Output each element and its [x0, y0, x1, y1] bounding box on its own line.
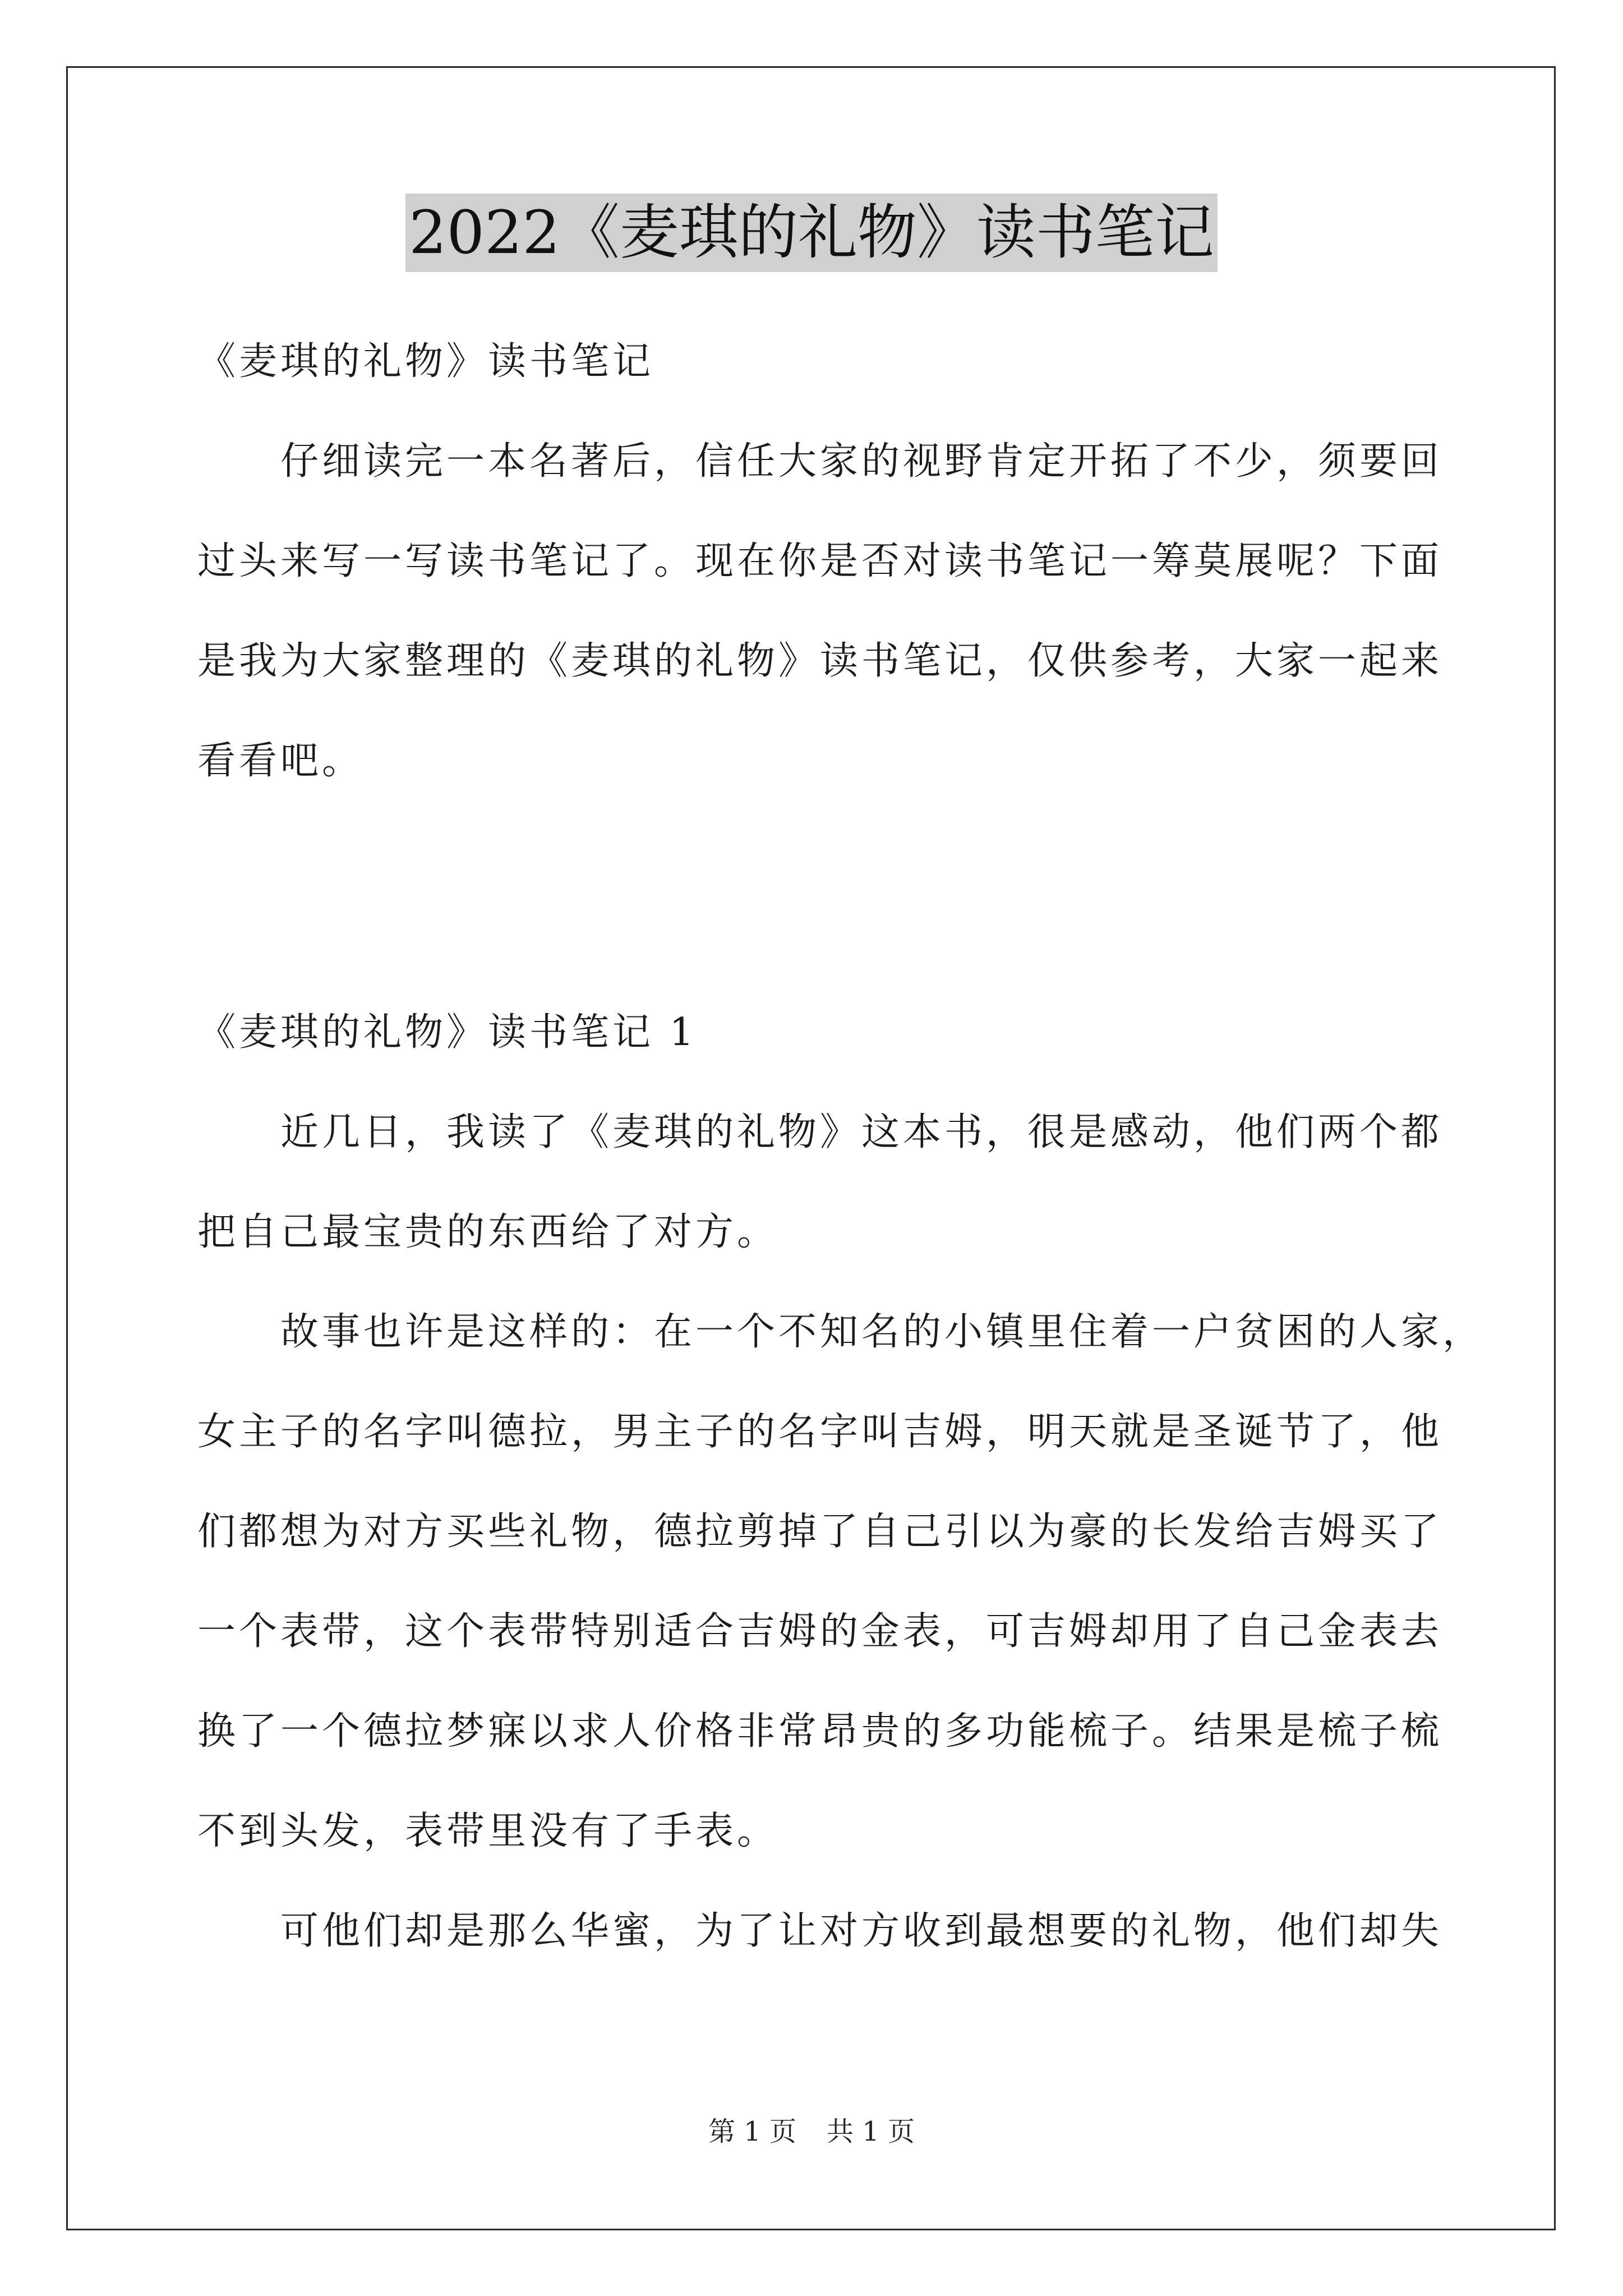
paragraph-line: 一个表带，这个表带特别适合吉姆的金表，可吉姆却用了自己金表去: [197, 1609, 1443, 1654]
paragraph-line: 过头来写一写读书笔记了。现在你是否对读书笔记一筹莫展呢？下面: [197, 539, 1443, 583]
page-number: 第 1 页: [708, 2116, 796, 2147]
paragraph-line: 仔细读完一本名著后，信任大家的视野肯定开拓了不少，须要回: [197, 439, 1443, 484]
paragraph-line: 近几日，我读了《麦琪的礼物》这本书，很是感动，他们两个都: [197, 1110, 1443, 1154]
paragraph-line: 看看吧。: [197, 739, 364, 783]
document-title: 2022《麦琪的礼物》读书笔记: [405, 194, 1218, 272]
paragraph-line: 换了一个德拉梦寐以求人价格非常昂贵的多功能梳子。结果是梳子梳: [197, 1709, 1443, 1754]
page-footer: [0, 2115, 1623, 2148]
title-container: [0, 194, 1623, 272]
paragraph-line: 们都想为对方买些礼物，德拉剪掉了自己引以为豪的长发给吉姆买了: [197, 1510, 1443, 1554]
paragraph-line: 女主子的名字叫德拉，男主子的名字叫吉姆，明天就是圣诞节了，他: [197, 1410, 1443, 1454]
paragraph-line: 不到头发，表带里没有了手表。: [197, 1809, 779, 1853]
paragraph-line: 可他们却是那么华蜜，为了让对方收到最想要的礼物，他们却失: [197, 1909, 1443, 1953]
section-heading: 《麦琪的礼物》读书笔记: [197, 339, 654, 384]
paragraph-line: 把自己最宝贵的东西给了对方。: [197, 1210, 779, 1254]
paragraph-line: 是我为大家整理的《麦琪的礼物》读书笔记，仅供参考，大家一起来: [197, 639, 1443, 683]
section-heading: 《麦琪的礼物》读书笔记 1: [197, 1010, 697, 1055]
page-total: 共 1 页: [827, 2116, 915, 2147]
paragraph-line: 故事也许是这样的：在一个不知名的小镇里住着一户贫困的人家，: [197, 1310, 1484, 1354]
